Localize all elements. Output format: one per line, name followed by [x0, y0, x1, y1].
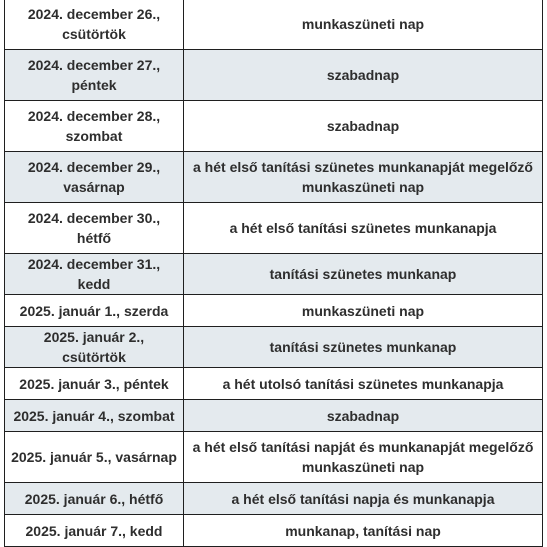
date-cell: 2025. január 7., kedd	[5, 515, 184, 547]
day-type-cell: tanítási szünetes munkanap	[184, 327, 543, 368]
table-row	[5, 50, 543, 101]
table-row	[5, 152, 543, 203]
table-row	[5, 368, 543, 400]
table-row	[5, 483, 543, 515]
day-type-cell: a hét első tanítási szünetes munkanapját megelőző munkaszüneti nap	[184, 152, 543, 203]
day-type-cell: a hét első tanítási napját és munkanapját megelőző munkaszüneti nap	[184, 432, 543, 483]
day-type-cell: munkanap, tanítási nap	[184, 515, 543, 547]
date-cell: 2025. január 1., szerda	[5, 295, 184, 327]
day-type-cell: munkaszüneti nap	[184, 295, 543, 327]
day-type-cell: munkaszüneti nap	[184, 0, 543, 50]
date-cell: 2025. január 2., csütörtök	[5, 327, 184, 368]
day-type-cell: tanítási szünetes munkanap	[184, 254, 543, 295]
table-row	[5, 327, 543, 368]
date-cell: 2025. január 4., szombat	[5, 400, 184, 432]
date-cell: 2025. január 5., vasárnap	[5, 432, 184, 483]
date-cell: 2025. január 6., hétfő	[5, 483, 184, 515]
day-type-cell: a hét első tanítási szünetes munkanapja	[184, 203, 543, 254]
table-row	[5, 203, 543, 254]
table-row	[5, 515, 543, 547]
date-cell: 2025. január 3., péntek	[5, 368, 184, 400]
date-cell: 2024. december 27., péntek	[5, 50, 184, 101]
table-row	[5, 101, 543, 152]
table-row	[5, 0, 543, 50]
table-row	[5, 400, 543, 432]
date-cell: 2024. december 26., csütörtök	[5, 0, 184, 50]
day-type-cell: szabadnap	[184, 400, 543, 432]
day-type-cell: a hét utolsó tanítási szünetes munkanapja	[184, 368, 543, 400]
date-cell: 2024. december 28., szombat	[5, 101, 184, 152]
day-type-cell: a hét első tanítási napja és munkanapja	[184, 483, 543, 515]
day-type-cell: szabadnap	[184, 101, 543, 152]
table-body	[5, 0, 543, 547]
table-row	[5, 295, 543, 327]
table-row	[5, 254, 543, 295]
day-type-cell: szabadnap	[184, 50, 543, 101]
date-cell: 2024. december 31., kedd	[5, 254, 184, 295]
holiday-schedule-table	[4, 0, 543, 547]
date-cell: 2024. december 29., vasárnap	[5, 152, 184, 203]
table-row	[5, 432, 543, 483]
date-cell: 2024. december 30., hétfő	[5, 203, 184, 254]
